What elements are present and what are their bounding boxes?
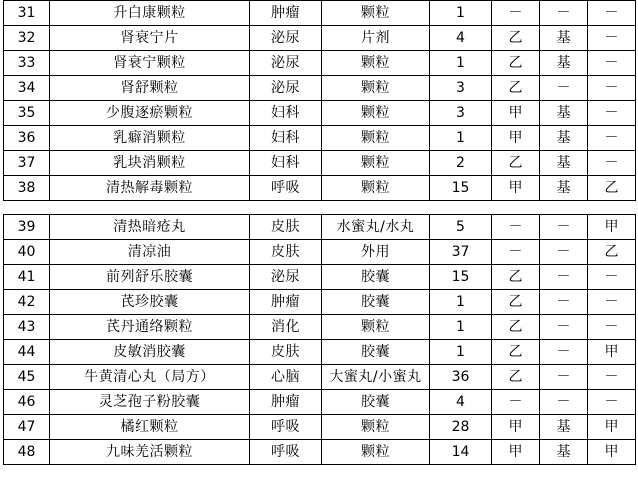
table-row — [4, 101, 636, 126]
cell-quantity: 28 — [430, 415, 492, 440]
cell-drug-name: 清热解毒颗粒 — [50, 176, 250, 201]
cell-mark-3: － — [588, 265, 636, 290]
cell-serial-number: 42 — [4, 290, 50, 315]
table-row — [4, 240, 636, 265]
cell-serial-number: 33 — [4, 51, 50, 76]
table-row — [4, 265, 636, 290]
cell-drug-name: 橘红颗粒 — [50, 415, 250, 440]
cell-quantity: 2 — [430, 151, 492, 176]
cell-mark-1: 甲 — [492, 415, 540, 440]
cell-quantity: 15 — [430, 265, 492, 290]
table-row — [4, 151, 636, 176]
cell-drug-name: 清凉油 — [50, 240, 250, 265]
cell-quantity: 36 — [430, 365, 492, 390]
cell-mark-1: 乙 — [492, 51, 540, 76]
cell-dosage-form: 颗粒 — [322, 101, 430, 126]
cell-dosage-form: 颗粒 — [322, 176, 430, 201]
cell-dosage-form: 片剂 — [322, 26, 430, 51]
cell-mark-3: 乙 — [588, 176, 636, 201]
cell-drug-name: 九味羌活颗粒 — [50, 440, 250, 465]
cell-drug-name: 肾衰宁颗粒 — [50, 51, 250, 76]
table-row — [4, 1, 636, 26]
cell-mark-2: 基 — [540, 151, 588, 176]
cell-mark-1: 乙 — [492, 76, 540, 101]
cell-drug-name: 升白康颗粒 — [50, 1, 250, 26]
cell-quantity: 14 — [430, 440, 492, 465]
cell-mark-1: 乙 — [492, 26, 540, 51]
cell-serial-number: 48 — [4, 440, 50, 465]
cell-dosage-form: 胶囊 — [322, 265, 430, 290]
cell-serial-number: 45 — [4, 365, 50, 390]
cell-mark-2: － — [540, 340, 588, 365]
cell-serial-number: 35 — [4, 101, 50, 126]
cell-quantity: 4 — [430, 390, 492, 415]
cell-serial-number: 47 — [4, 415, 50, 440]
cell-dosage-form: 胶囊 — [322, 290, 430, 315]
cell-drug-name: 肾舒颗粒 — [50, 76, 250, 101]
cell-dosage-form: 颗粒 — [322, 315, 430, 340]
cell-mark-2: － — [540, 76, 588, 101]
cell-quantity: 15 — [430, 176, 492, 201]
cell-mark-3: 甲 — [588, 215, 636, 240]
cell-mark-1: － — [492, 215, 540, 240]
table-row — [4, 365, 636, 390]
cell-mark-1: 乙 — [492, 365, 540, 390]
table-block-upper — [0, 0, 638, 201]
cell-mark-3: － — [588, 151, 636, 176]
cell-department: 呼吸 — [250, 440, 322, 465]
cell-quantity: 3 — [430, 76, 492, 101]
cell-mark-2: － — [540, 265, 588, 290]
cell-mark-2: 基 — [540, 440, 588, 465]
cell-mark-3: 甲 — [588, 340, 636, 365]
cell-mark-2: － — [540, 1, 588, 26]
cell-drug-name: 清热暗疮丸 — [50, 215, 250, 240]
cell-department: 皮肤 — [250, 240, 322, 265]
cell-department: 妇科 — [250, 101, 322, 126]
cell-department: 妇科 — [250, 151, 322, 176]
cell-mark-1: 甲 — [492, 176, 540, 201]
cell-mark-3: － — [588, 1, 636, 26]
table-row — [4, 290, 636, 315]
cell-department: 肿瘤 — [250, 390, 322, 415]
cell-mark-3: － — [588, 290, 636, 315]
cell-mark-1: － — [492, 390, 540, 415]
cell-mark-3: － — [588, 315, 636, 340]
cell-mark-2: 基 — [540, 101, 588, 126]
table-row — [4, 176, 636, 201]
cell-quantity: 1 — [430, 51, 492, 76]
table-row — [4, 76, 636, 101]
table-body-upper — [4, 1, 636, 201]
cell-mark-3: － — [588, 76, 636, 101]
cell-serial-number: 41 — [4, 265, 50, 290]
table-row — [4, 315, 636, 340]
cell-department: 心脑 — [250, 365, 322, 390]
cell-dosage-form: 胶囊 — [322, 390, 430, 415]
cell-quantity: 3 — [430, 101, 492, 126]
cell-mark-3: 甲 — [588, 440, 636, 465]
cell-drug-name: 前列舒乐胶囊 — [50, 265, 250, 290]
cell-drug-name: 芪珍胶囊 — [50, 290, 250, 315]
cell-department: 泌尿 — [250, 265, 322, 290]
cell-quantity: 1 — [430, 126, 492, 151]
cell-mark-1: 甲 — [492, 126, 540, 151]
cell-mark-1: 乙 — [492, 315, 540, 340]
cell-mark-1: 乙 — [492, 265, 540, 290]
cell-serial-number: 38 — [4, 176, 50, 201]
table-row — [4, 26, 636, 51]
cell-serial-number: 34 — [4, 76, 50, 101]
cell-mark-2: － — [540, 215, 588, 240]
cell-quantity: 1 — [430, 290, 492, 315]
cell-dosage-form: 水蜜丸/水丸 — [322, 215, 430, 240]
cell-department: 呼吸 — [250, 176, 322, 201]
table-row — [4, 51, 636, 76]
table-row — [4, 415, 636, 440]
cell-quantity: 5 — [430, 215, 492, 240]
cell-department: 泌尿 — [250, 76, 322, 101]
cell-drug-name: 乳癖消颗粒 — [50, 126, 250, 151]
drug-table-lower — [3, 214, 636, 465]
table-row — [4, 126, 636, 151]
cell-mark-2: 基 — [540, 26, 588, 51]
cell-mark-2: 基 — [540, 126, 588, 151]
cell-dosage-form: 颗粒 — [322, 51, 430, 76]
drug-table-upper — [3, 0, 636, 201]
table-row — [4, 340, 636, 365]
cell-mark-2: 基 — [540, 51, 588, 76]
cell-quantity: 37 — [430, 240, 492, 265]
cell-serial-number: 43 — [4, 315, 50, 340]
cell-quantity: 1 — [430, 315, 492, 340]
cell-dosage-form: 大蜜丸/小蜜丸 — [322, 365, 430, 390]
cell-mark-1: 乙 — [492, 340, 540, 365]
cell-drug-name: 皮敏消胶囊 — [50, 340, 250, 365]
block-separator — [0, 201, 638, 214]
cell-mark-2: － — [540, 365, 588, 390]
cell-mark-2: 基 — [540, 176, 588, 201]
cell-mark-1: 乙 — [492, 151, 540, 176]
table-row — [4, 440, 636, 465]
cell-drug-name: 肾衰宁片 — [50, 26, 250, 51]
cell-department: 肿瘤 — [250, 290, 322, 315]
cell-serial-number: 36 — [4, 126, 50, 151]
cell-mark-2: － — [540, 315, 588, 340]
cell-mark-1: － — [492, 240, 540, 265]
cell-dosage-form: 颗粒 — [322, 151, 430, 176]
cell-mark-2: － — [540, 290, 588, 315]
cell-mark-2: － — [540, 240, 588, 265]
cell-serial-number: 39 — [4, 215, 50, 240]
table-block-lower — [0, 214, 638, 465]
cell-dosage-form: 颗粒 — [322, 440, 430, 465]
cell-drug-name: 牛黄清心丸（局方） — [50, 365, 250, 390]
cell-drug-name: 少腹逐瘀颗粒 — [50, 101, 250, 126]
cell-mark-3: － — [588, 365, 636, 390]
cell-department: 呼吸 — [250, 415, 322, 440]
cell-department: 泌尿 — [250, 26, 322, 51]
cell-department: 妇科 — [250, 126, 322, 151]
cell-department: 泌尿 — [250, 51, 322, 76]
cell-department: 肿瘤 — [250, 1, 322, 26]
cell-dosage-form: 胶囊 — [322, 340, 430, 365]
cell-quantity: 1 — [430, 340, 492, 365]
table-body-lower — [4, 215, 636, 465]
table-row — [4, 215, 636, 240]
cell-mark-3: － — [588, 390, 636, 415]
cell-mark-3: 甲 — [588, 415, 636, 440]
cell-drug-name: 乳块消颗粒 — [50, 151, 250, 176]
cell-mark-3: － — [588, 26, 636, 51]
cell-mark-2: － — [540, 390, 588, 415]
cell-serial-number: 32 — [4, 26, 50, 51]
table-row — [4, 390, 636, 415]
cell-serial-number: 31 — [4, 1, 50, 26]
cell-mark-1: － — [492, 1, 540, 26]
cell-mark-3: － — [588, 51, 636, 76]
cell-drug-name: 灵芝孢子粉胶囊 — [50, 390, 250, 415]
cell-department: 皮肤 — [250, 340, 322, 365]
cell-quantity: 4 — [430, 26, 492, 51]
cell-dosage-form: 颗粒 — [322, 76, 430, 101]
cell-mark-3: － — [588, 126, 636, 151]
cell-mark-1: 甲 — [492, 440, 540, 465]
cell-mark-2: 基 — [540, 415, 588, 440]
cell-dosage-form: 外用 — [322, 240, 430, 265]
cell-serial-number: 44 — [4, 340, 50, 365]
cell-mark-3: － — [588, 101, 636, 126]
cell-drug-name: 芪丹通络颗粒 — [50, 315, 250, 340]
cell-department: 消化 — [250, 315, 322, 340]
cell-mark-1: 甲 — [492, 101, 540, 126]
cell-serial-number: 40 — [4, 240, 50, 265]
cell-dosage-form: 颗粒 — [322, 415, 430, 440]
cell-serial-number: 46 — [4, 390, 50, 415]
cell-dosage-form: 颗粒 — [322, 1, 430, 26]
cell-serial-number: 37 — [4, 151, 50, 176]
cell-mark-3: 乙 — [588, 240, 636, 265]
cell-mark-1: 乙 — [492, 290, 540, 315]
cell-quantity: 1 — [430, 1, 492, 26]
cell-dosage-form: 颗粒 — [322, 126, 430, 151]
cell-department: 皮肤 — [250, 215, 322, 240]
